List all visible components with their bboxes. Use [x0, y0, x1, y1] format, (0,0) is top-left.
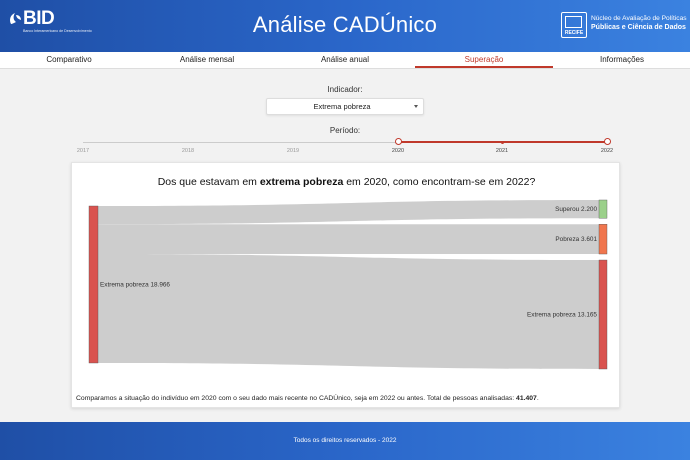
tab-superacao[interactable]: Superação [464, 55, 504, 64]
tab-bar [0, 52, 690, 69]
period-range-slider[interactable] [0, 136, 690, 160]
year-tick-2022: 2022 [600, 148, 614, 154]
footer-copyright: Todos os direitos reservados - 2022 [293, 437, 397, 444]
sankey-link-1[interactable] [98, 224, 599, 254]
app-title: Análise CADÚnico [252, 12, 438, 37]
indicator-select[interactable] [266, 98, 424, 115]
year-tick-2019: 2019 [286, 148, 300, 154]
indicator-select-value: Extrema pobreza [313, 102, 371, 111]
nucleo-name-line2: Públicas e Ciência de Dados [591, 24, 686, 31]
app-footer [0, 422, 690, 460]
year-tick-2021: 2021 [495, 148, 509, 154]
sankey-node-label-target-2: Extrema pobreza 13.165 [527, 311, 597, 319]
recife-logo-icon [561, 12, 587, 38]
bid-logo [8, 9, 100, 43]
year-tick-2020: 2020 [391, 148, 405, 154]
tab-comparativo[interactable]: Comparativo [46, 55, 92, 64]
sankey-node-target-2[interactable] [599, 260, 607, 369]
sankey-node-label-target-1: Pobreza 3.601 [555, 236, 597, 244]
sankey-node-target-0[interactable] [599, 200, 607, 218]
year-tick-2018: 2018 [181, 148, 195, 154]
chart-title: Dos que estavam em extrema pobreza em 2020, como encontram-se em 2022? [157, 176, 536, 188]
sankey-node-target-1[interactable] [599, 224, 607, 254]
slider-step-dot [501, 141, 504, 144]
year-tick-2017: 2017 [76, 148, 90, 154]
sankey-node-label-target-0: Superou 2.200 [555, 206, 597, 214]
indicator-label: Indicador: [327, 85, 363, 94]
bid-globe-icon [8, 11, 24, 27]
tab-informacoes[interactable]: Informações [599, 55, 645, 64]
bid-logo-subtitle: Banco Interamericano de Desenvolvimento [23, 29, 92, 33]
active-tab-indicator [415, 66, 553, 68]
slider-handle-start[interactable] [395, 138, 402, 145]
nucleo-name-line1: Núcleo de Avaliação de Políticas [591, 15, 687, 22]
bid-logo-text: BID [23, 8, 55, 29]
tab-analise-anual[interactable]: Análise anual [320, 55, 370, 64]
sankey-chart [72, 163, 621, 409]
period-label: Período: [329, 126, 361, 135]
sankey-card [71, 162, 620, 408]
chart-footnote: Comparamos a situação do indivíduo em 2020 com o seu dado mais recente no CADÚnico, seja em 2022 ou antes. Total de pessoas analisadas: 41.407. [76, 395, 539, 402]
tab-analise-mensal[interactable]: Análise mensal [179, 55, 235, 64]
app-header [0, 0, 690, 52]
sankey-link-2[interactable] [98, 254, 599, 369]
sankey-link-0[interactable] [98, 200, 599, 224]
sankey-node-label-source: Extrema pobreza 18.966 [100, 281, 170, 289]
recife-logo-text: RECIFE [564, 30, 584, 36]
nucleo-logo [561, 12, 687, 40]
sankey-node-source[interactable] [89, 206, 98, 363]
slider-handle-end[interactable] [604, 138, 611, 145]
chevron-down-icon [414, 105, 418, 108]
